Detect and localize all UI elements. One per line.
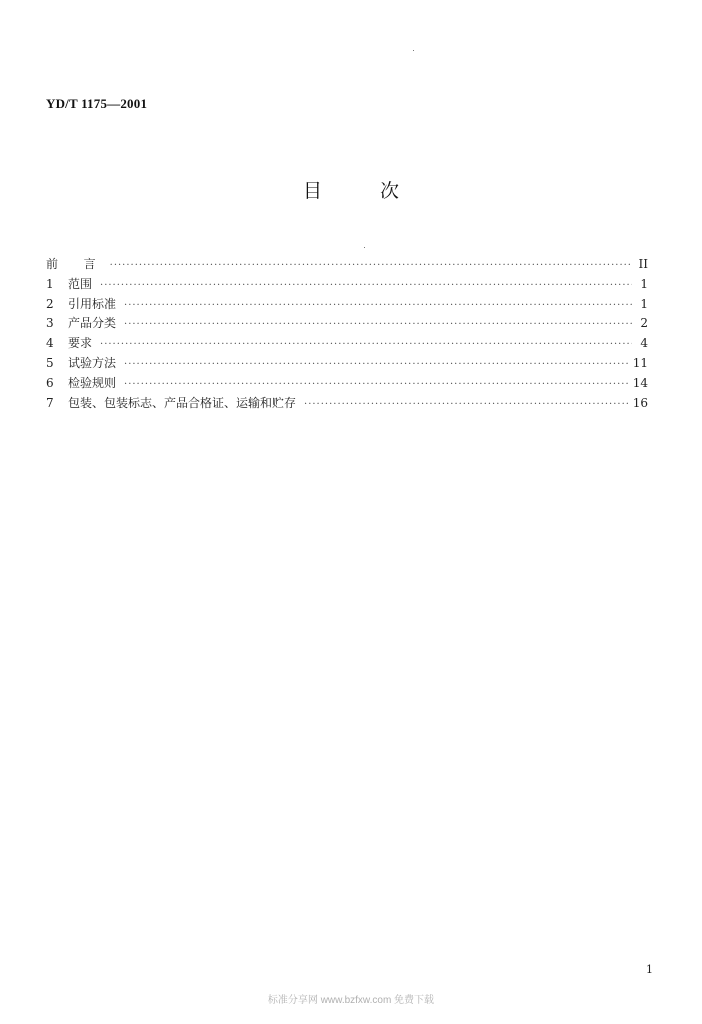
toc-title [0,176,702,203]
toc-leader-dots [124,300,632,311]
scan-speck [413,50,414,51]
toc-entry-test-methods[interactable] [46,354,648,374]
toc-entry-label: 产品分类 [68,316,117,331]
toc-leader-dots [124,319,632,330]
document-code: YD/T 1175—2001 [46,96,148,111]
scan-speck [364,247,365,248]
toc-entry-packaging[interactable] [46,394,648,414]
toc-entry-label: 检验规则 [68,375,117,390]
toc-entry-foreword[interactable] [46,255,648,275]
toc-entry-label: 包装、包装标志、产品合格证、运输和贮存 [68,395,297,410]
toc-entry-number: 5 [46,355,54,370]
toc-entry-label: 前 言 [46,257,102,271]
toc-entry-scope[interactable] [46,275,648,295]
toc-entry-number: 1 [46,276,54,291]
toc-leader-dots [124,379,629,390]
toc-entry-page: II [638,257,648,271]
toc-title-left: 目 [302,180,322,202]
toc-leader-dots [124,359,629,370]
toc-entry-page: 1 [640,296,648,311]
toc-entry-page: 14 [632,375,648,390]
toc-entry-product-classification[interactable] [46,314,648,334]
toc-leader-dots [110,260,632,271]
toc-entry-page: 2 [640,316,648,331]
toc-entry-number: 2 [46,296,54,311]
toc-entry-label: 要求 [68,336,93,351]
toc-entry-label: 范围 [68,276,93,291]
toc-entry-label: 引用标准 [68,296,117,311]
toc-entry-number: 7 [46,395,54,410]
page-number: 1 [646,963,653,976]
toc-title-right: 次 [380,180,400,202]
toc-leader-dots [100,339,632,350]
toc-entry-page: 4 [640,336,648,351]
toc-entry-number: 4 [46,336,54,351]
watermark: 标准分享网 www.bzfxw.com 免费下载 [267,995,435,1006]
toc-entry-number: 3 [46,316,54,331]
toc-leader-dots [100,280,632,291]
toc-entry-normative-references[interactable] [46,295,648,315]
toc-entry-label: 试验方法 [68,355,117,370]
toc-leader-dots [304,399,629,410]
toc-entry-number: 6 [46,375,54,390]
table-of-contents [46,255,648,413]
toc-entry-inspection-rules[interactable] [46,374,648,394]
toc-entry-page: 11 [632,355,648,370]
toc-entry-page: 1 [640,276,648,291]
toc-entry-requirements[interactable] [46,334,648,354]
toc-entry-page: 16 [632,395,648,410]
